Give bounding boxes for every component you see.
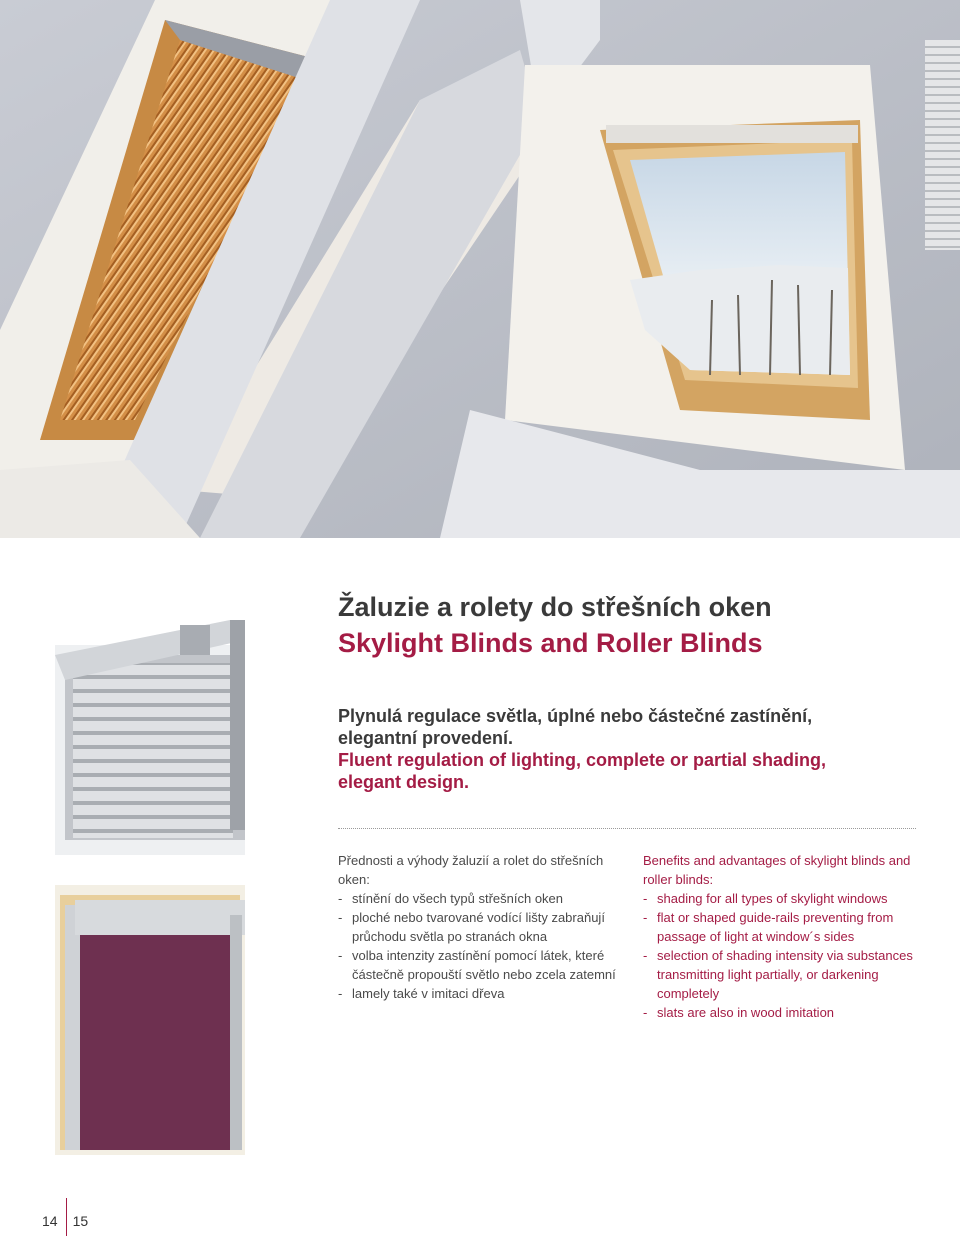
list-item: - ploché nebo tvarované vodící lišty zabraňují průchodu světla po stranách okna [338,908,628,946]
page-number-left: 14 [42,1212,58,1229]
title-english: Skylight Blinds and Roller Blinds [338,628,763,658]
venetian-blind [55,620,245,855]
skylight-right-window [505,65,905,470]
list-item: - stínění do všech typů střešních oken [338,889,628,908]
benefits-english-list [643,889,933,1022]
lead-czech: Plynulá regulace světla, úplné nebo částečné zastínění, elegantní provedení. [338,706,813,748]
list-item: - volba intenzity zastínění pomocí látek, které částečně propouští světlo nebo zcela zatemní [338,946,628,984]
title-czech: Žaluzie a rolety do střešních oken [338,592,772,622]
list-item: - selection of shading intensity via substances transmitting light partially, or darkening completely [643,946,933,1003]
benefits-czech-list [338,889,628,1003]
benefits-czech-heading: Přednosti a výhody žaluzií a rolet do střešních oken: [338,853,604,887]
page-number-right: 15 [72,1212,89,1229]
lead-english: Fluent regulation of lighting, complete or partial shading, elegant design. [338,750,827,792]
list-item: - lamely také v imitaci dřeva [338,984,628,1003]
hero-photo [0,0,960,538]
list-item: - slats are also in wood imitation [643,1003,933,1022]
page-numbers [42,1208,88,1236]
blinds-product-photo [55,595,315,1155]
roller-blind [55,885,245,1155]
list-item: - shading for all types of skylight windows [643,889,933,908]
benefits-czech [338,851,628,1003]
dotted-divider [338,828,916,829]
benefits-english [643,851,933,1022]
benefits-english-heading: Benefits and advantages of skylight blinds and roller blinds: [643,853,911,887]
list-item: - flat or shaped guide-rails preventing from passage of light at window´s sides [643,908,933,946]
